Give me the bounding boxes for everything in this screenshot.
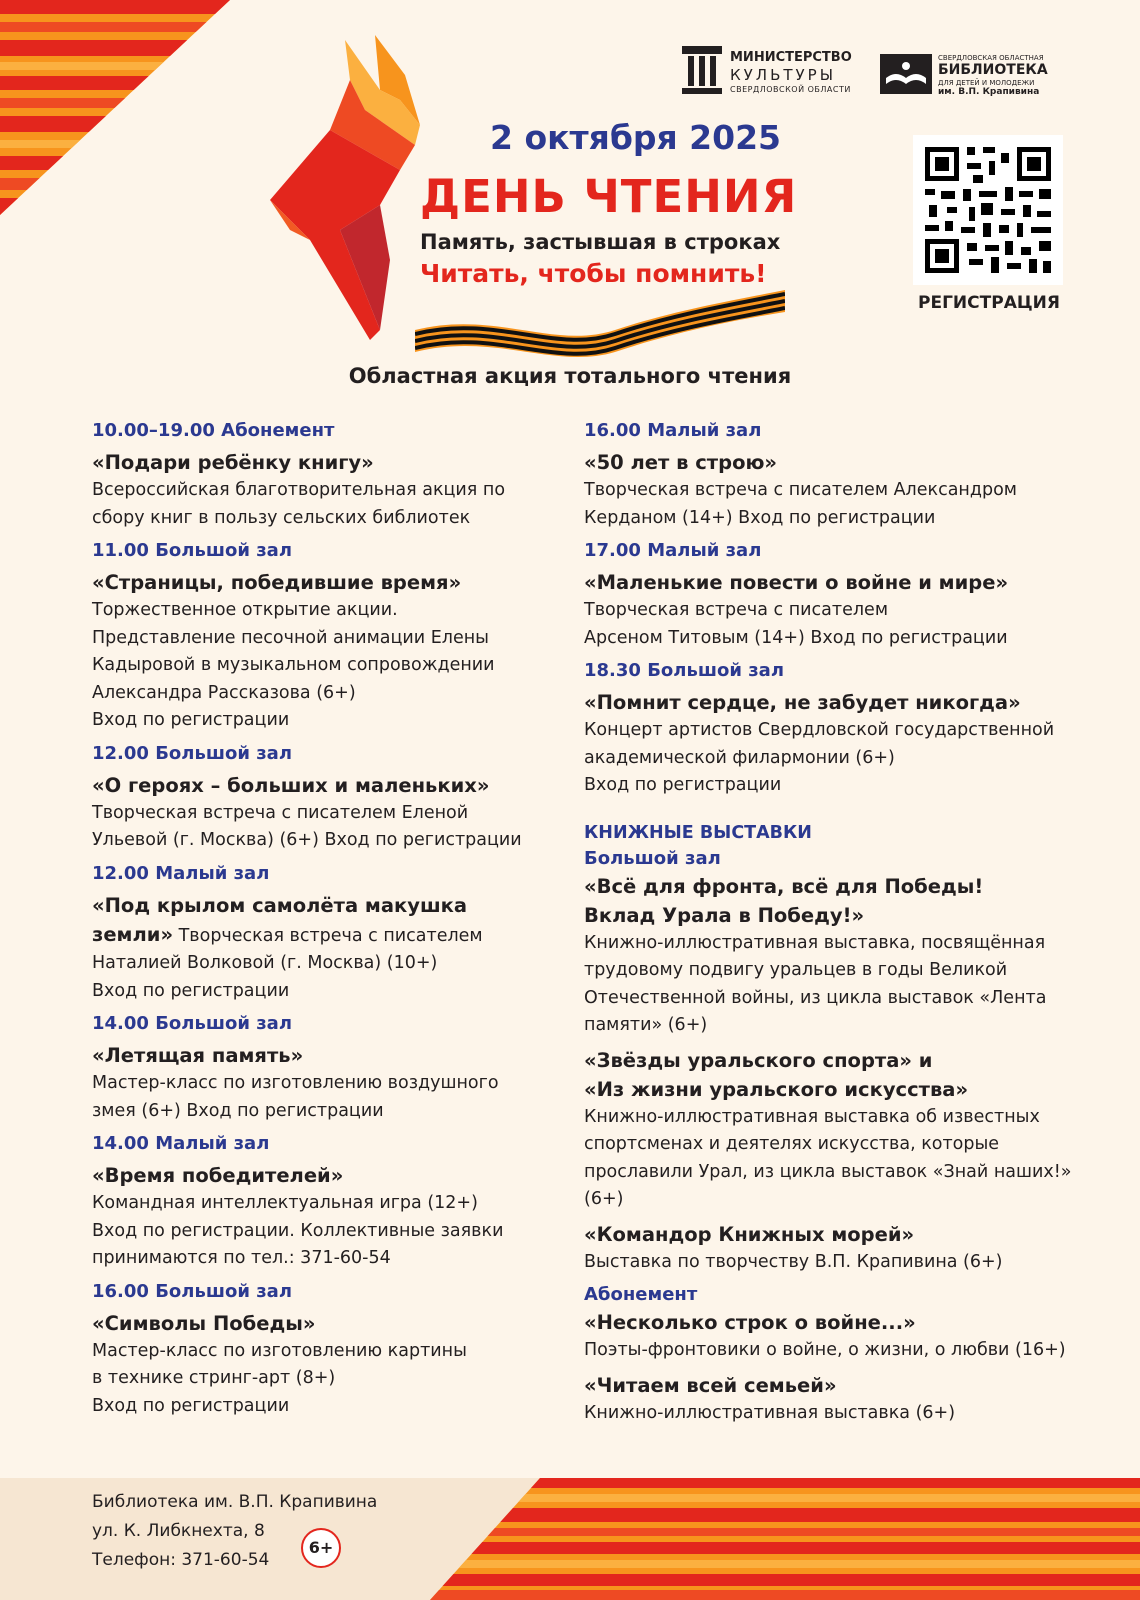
exhibition-hall: Большой зал xyxy=(584,847,721,869)
event-name-continued xyxy=(92,920,552,951)
exhibition-item xyxy=(584,1046,1104,1214)
event-name: «Страницы, победившие время» xyxy=(92,571,462,594)
library-line2: БИБЛИОТЕКА xyxy=(938,62,1048,78)
exhibition-name: «Из жизни уральского искусства» xyxy=(584,1077,969,1101)
description-line: Выставка по творчеству В.П. Крапивина (6+) xyxy=(584,1251,1003,1272)
event-name: «Летящая память» xyxy=(92,1044,304,1067)
library-line4: им. В.П. Крапивина xyxy=(938,87,1040,97)
description-line: Арсеном Титовым (14+) Вход по регистрации xyxy=(584,627,1008,648)
description-line: Александра Рассказова (6+) xyxy=(92,682,356,703)
exhibition-name: «Командор Книжных морей» xyxy=(584,1222,915,1246)
ministry-line3: СВЕРДЛОВСКОЙ ОБЛАСТИ xyxy=(730,85,851,94)
description-line: змея (6+) Вход по регистрации xyxy=(92,1100,384,1121)
program-item xyxy=(92,418,552,532)
event-title: ДЕНЬ ЧТЕНИЯ xyxy=(420,170,798,223)
event-date: 2 октября 2025 xyxy=(490,118,782,157)
description-line: Концерт артистов Свердловской государственной xyxy=(584,720,1055,740)
event-description xyxy=(92,1338,552,1421)
event-time-place: 18.30 Большой зал xyxy=(584,660,785,681)
event-description xyxy=(92,1070,552,1125)
event-description xyxy=(92,597,552,735)
description-line: Творческая встреча с писателем xyxy=(173,925,483,946)
description-line: Вход по регистрации xyxy=(92,980,290,1001)
description-line: Кадыровой в музыкальном сопровождении xyxy=(92,655,495,675)
event-time-place: 16.00 Малый зал xyxy=(584,420,762,441)
exhibition-description xyxy=(584,1249,1104,1277)
event-name: «О героях – больших и маленьких» xyxy=(92,773,490,797)
description-line: Отечественной войны, из цикла выставок «Лента xyxy=(584,987,1047,1008)
star-emblem-icon xyxy=(270,30,420,350)
program-right-column xyxy=(584,418,1104,1433)
description-line: (6+) xyxy=(584,1189,624,1209)
description-line: академической филармонии (6+) xyxy=(584,747,895,768)
description-line: Книжно-иллюстративная выставка (6+) xyxy=(584,1402,956,1423)
event-description xyxy=(584,717,1104,800)
library-line1: СВЕРДЛОВСКАЯ ОБЛАСТНАЯ xyxy=(938,54,1044,62)
description-line: Представление песочной анимации Елены xyxy=(92,627,489,648)
event-name: «50 лет в строю» xyxy=(584,451,778,474)
program-item xyxy=(92,1131,552,1273)
program-item xyxy=(92,741,552,855)
event-description xyxy=(92,1190,552,1273)
top-left-stripes xyxy=(0,0,230,220)
description-line: Всероссийская благотворительная акция по xyxy=(92,480,506,500)
exhibition-item xyxy=(584,872,1104,1040)
exhibition-name: Вклад Урала в Победу!» xyxy=(584,903,865,927)
event-subtitle: Память, застывшая в строках xyxy=(420,230,781,254)
registration-label: РЕГИСТРАЦИЯ xyxy=(918,293,1060,313)
library-logo xyxy=(880,50,1070,100)
event-name: «Символы Победы» xyxy=(92,1311,316,1335)
description-line: в технике стринг-арт (8+) xyxy=(92,1368,336,1388)
description-line: сбору книг в пользу сельских библиотек xyxy=(92,507,471,528)
description-line: Командная интеллектуальная игра (12+) xyxy=(92,1193,478,1213)
promo-line: Областная акция тотального чтения xyxy=(348,364,792,388)
description-line: Мастер-класс по изготовлению воздушного xyxy=(92,1073,499,1093)
registration-qr-code[interactable] xyxy=(913,135,1063,285)
program-left-column xyxy=(92,418,552,1426)
open-book-icon xyxy=(880,54,932,94)
description-line: Керданом (14+) Вход по регистрации xyxy=(584,507,936,528)
description-line: прославили Урал, из цикла выставок «Знай наших!» xyxy=(584,1161,1072,1182)
event-time-place: 14.00 Малый зал xyxy=(92,1133,270,1154)
footer-library-name: Библиотека им. В.П. Крапивина xyxy=(92,1492,378,1512)
event-name: «Подари ребёнку книгу» xyxy=(92,451,374,474)
exhibition-hall: Абонемент xyxy=(584,1284,698,1305)
exhibition-name: «Звёзды уральского спорта» и xyxy=(584,1048,933,1072)
description-line: трудовому подвигу уральцев в годы Великой xyxy=(584,960,1008,980)
event-name: «Маленькие повести о войне и мире» xyxy=(584,571,1009,594)
description-line: Творческая встреча с писателем xyxy=(584,600,889,620)
exhibition-description xyxy=(584,1104,1104,1214)
exhibition-description xyxy=(584,1337,1104,1365)
description-line: Вход по регистрации xyxy=(92,710,290,730)
event-name: «Под крылом самолёта макушка xyxy=(92,893,468,917)
exhibition-name: «Несколько строк о войне...» xyxy=(584,1311,916,1334)
event-time-place: 12.00 Малый зал xyxy=(92,862,270,884)
event-description xyxy=(584,597,1104,652)
description-line: Вход по регистрации xyxy=(92,1395,290,1416)
footer-address: ул. К. Либкнехта, 8 xyxy=(92,1521,265,1541)
exhibition-description xyxy=(584,930,1104,1040)
event-description xyxy=(92,477,552,532)
description-line: Книжно-иллюстративная выставка об известных xyxy=(584,1106,1040,1127)
st-george-ribbon-icon xyxy=(415,290,785,360)
event-time-place: 10.00–19.00 Абонемент xyxy=(92,420,335,441)
column-icon xyxy=(680,44,724,96)
description-line: Книжно-иллюстративная выставка, посвящённая xyxy=(584,932,1046,953)
age-rating-badge: 6+ xyxy=(301,1528,341,1568)
event-name-tail: земли» xyxy=(92,922,174,946)
program-item xyxy=(584,658,1104,800)
event-time-place: 12.00 Большой зал xyxy=(92,742,293,764)
program-item xyxy=(92,1011,552,1125)
event-time-place: 16.00 Большой зал xyxy=(92,1280,293,1302)
ministry-logo xyxy=(680,44,860,100)
description-line: Творческая встреча с писателем Александром xyxy=(584,480,1017,500)
description-line: Творческая встреча с писателем Еленой xyxy=(92,802,469,823)
program-item xyxy=(584,538,1104,652)
ministry-line2: КУЛЬТУРЫ xyxy=(730,66,836,84)
event-name: «Помнит сердце, не забудет никогда» xyxy=(584,691,1021,714)
description-line: Вход по регистрации. Коллективные заявки xyxy=(92,1220,504,1241)
program-item xyxy=(584,418,1104,532)
event-name: «Время победителей» xyxy=(92,1164,344,1187)
event-slogan: Читать, чтобы помнить! xyxy=(420,259,767,288)
event-time-place: 11.00 Большой зал xyxy=(92,540,293,561)
program-item xyxy=(92,538,552,735)
description-line: памяти» (6+) xyxy=(584,1015,708,1035)
description-line: спортсменах и деятелях искусства, которые xyxy=(584,1134,1000,1154)
exhibition-name: «Читаем всей семьей» xyxy=(584,1373,837,1397)
description-line: Ульевой (г. Москва) (6+) Вход по регистрации xyxy=(92,830,522,850)
bottom-right-stripes xyxy=(430,1478,1140,1600)
event-time-place: 17.00 Малый зал xyxy=(584,540,762,561)
event-time-place: 14.00 Большой зал xyxy=(92,1013,293,1034)
exhibition-description xyxy=(584,1400,1104,1428)
description-line: Торжественное открытие акции. xyxy=(92,600,398,620)
exhibition-item xyxy=(584,1220,1104,1277)
description-line: Наталией Волковой (г. Москва) (10+) xyxy=(92,953,438,973)
event-description xyxy=(584,477,1104,532)
event-description xyxy=(92,800,552,855)
ministry-line1: МИНИСТЕРСТВО xyxy=(730,50,852,65)
description-line: принимаются по тел.: 371-60-54 xyxy=(92,1248,391,1268)
event-description xyxy=(92,950,552,1005)
exhibition-name: «Всё для фронта, всё для Победы! xyxy=(584,874,984,898)
program-item xyxy=(92,861,552,1006)
description-line: Мастер-класс по изготовлению картины xyxy=(92,1340,467,1361)
description-line: Поэты-фронтовики о войне, о жизни, о любви (16+) xyxy=(584,1340,1066,1360)
description-line: Вход по регистрации xyxy=(584,775,782,795)
footer-phone[interactable]: Телефон: 371-60-54 xyxy=(92,1550,270,1570)
exhibition-item xyxy=(584,1371,1104,1428)
program-item xyxy=(92,1279,552,1421)
exhibition-item xyxy=(584,1308,1104,1365)
exhibitions-heading: КНИЖНЫЕ ВЫСТАВКИ xyxy=(584,822,812,843)
library-line3: ДЛЯ ДЕТЕЙ И МОЛОДЕЖИ xyxy=(938,79,1035,87)
